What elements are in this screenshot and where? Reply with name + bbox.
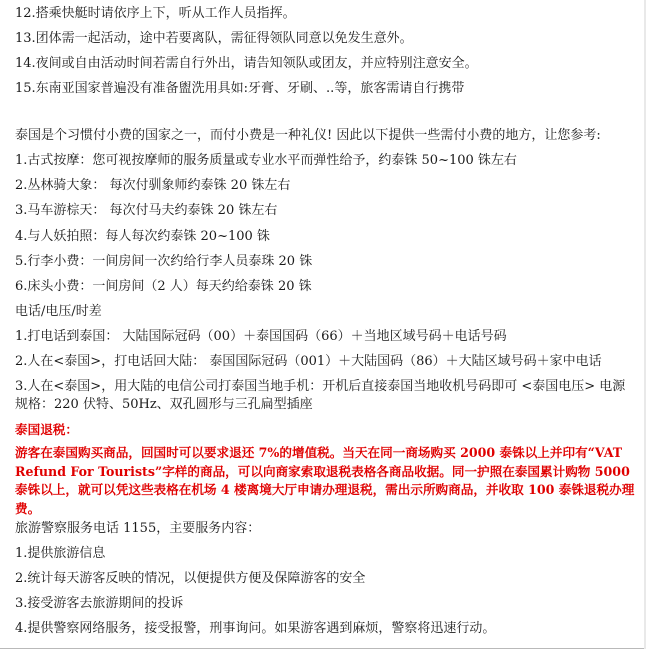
tipping-item-3: 3.马车游棕天： 每次付马夫约泰铢 20 铢左右 xyxy=(15,203,278,218)
tipping-intro: 泰国是个习惯付小费的国家之一，而付小费是一种礼仪! 因此以下提供一些需付小费的地方，让您参考: xyxy=(15,128,601,143)
police-item-1: 1.提供旅游信息 xyxy=(15,546,106,561)
phone-item-1: 1.打电话到泰国： 大陆国际冠码（00）＋泰国国码（66）＋当地区域号码＋电话号码 xyxy=(15,329,507,344)
police-item-2: 2.统计每天游客反映的情况，以便提供方便及保障游客的安全 xyxy=(15,571,366,586)
police-intro: 旅游警察服务电话 1155，主要服务内容： xyxy=(15,521,261,536)
tipping-item-5: 5.行李小费：一间房间一次约给行李人员泰珠 20 铢 xyxy=(15,254,313,269)
tax-refund-heading: 泰国退税： xyxy=(15,422,78,437)
phone-item-3: 3.人在<泰国>，用大陆的电信公司打泰国当地手机：开机后直接泰国当地收机号码即可 <泰国电压> 电源规格：220 伏特、50Hz、双孔圆形与三孔扁型插座 xyxy=(15,379,626,412)
police-item-4: 4.提供警察网络服务，接受报警，刑事询问。如果游客遇到麻烦，警察将迅速行动。 xyxy=(15,621,496,636)
tip-12: 12.搭乘快艇时请依序上下，听从工作人员指挥。 xyxy=(15,6,296,21)
tip-13: 13.团体需一起活动，途中若要离队，需征得领队同意以免发生意外。 xyxy=(15,31,413,46)
phone-heading: 电话/电压/时差 xyxy=(15,304,102,319)
phone-item-2: 2.人在<泰国>，打电话回大陆： 泰国国际冠码（001）＋大陆国码（86）＋大陆区域号码＋家中电话 xyxy=(15,354,602,369)
tip-14: 14.夜间或自由活动时间若需自行外出，请告知领队或团友，并应特别注意安全。 xyxy=(15,56,478,71)
tipping-item-6: 6.床头小费：一间房间（2 人）每天约给泰铢 20 铢 xyxy=(15,279,312,294)
tipping-item-2: 2.丛林骑大象： 每次付驯象师约泰铢 20 铢左右 xyxy=(15,178,291,193)
tipping-item-4: 4.与人妖拍照：每人每次约泰铢 20~100 铢 xyxy=(15,229,270,244)
police-item-3: 3.接受游客去旅游期间的投诉 xyxy=(15,596,184,611)
tip-15: 15.东南亚国家普遍没有准备盥洗用具如:牙膏、牙刷、..等，旅客需请自行携带 xyxy=(15,81,465,96)
tax-refund-body: 游客在泰国购买商品，回国时可以要求退还 7%的增值税。当天在同一商场购买 2000 泰铢以上并印有“VAT Refund For Tourists”字样的商品，可以向商家索取退税表格各商品收据。同一护照在泰国累计购物 5000 泰铢以上，就可以凭这些表格在机场 4 楼离境大厅申请办理退税，需出示所购商品，并收取 100 泰铢退税办理费。 xyxy=(15,445,635,516)
tipping-item-1: 1.古式按摩：您可视按摩师的服务质量或专业水平而弹性给予，约泰铢 50~100 铢左右 xyxy=(15,153,517,168)
